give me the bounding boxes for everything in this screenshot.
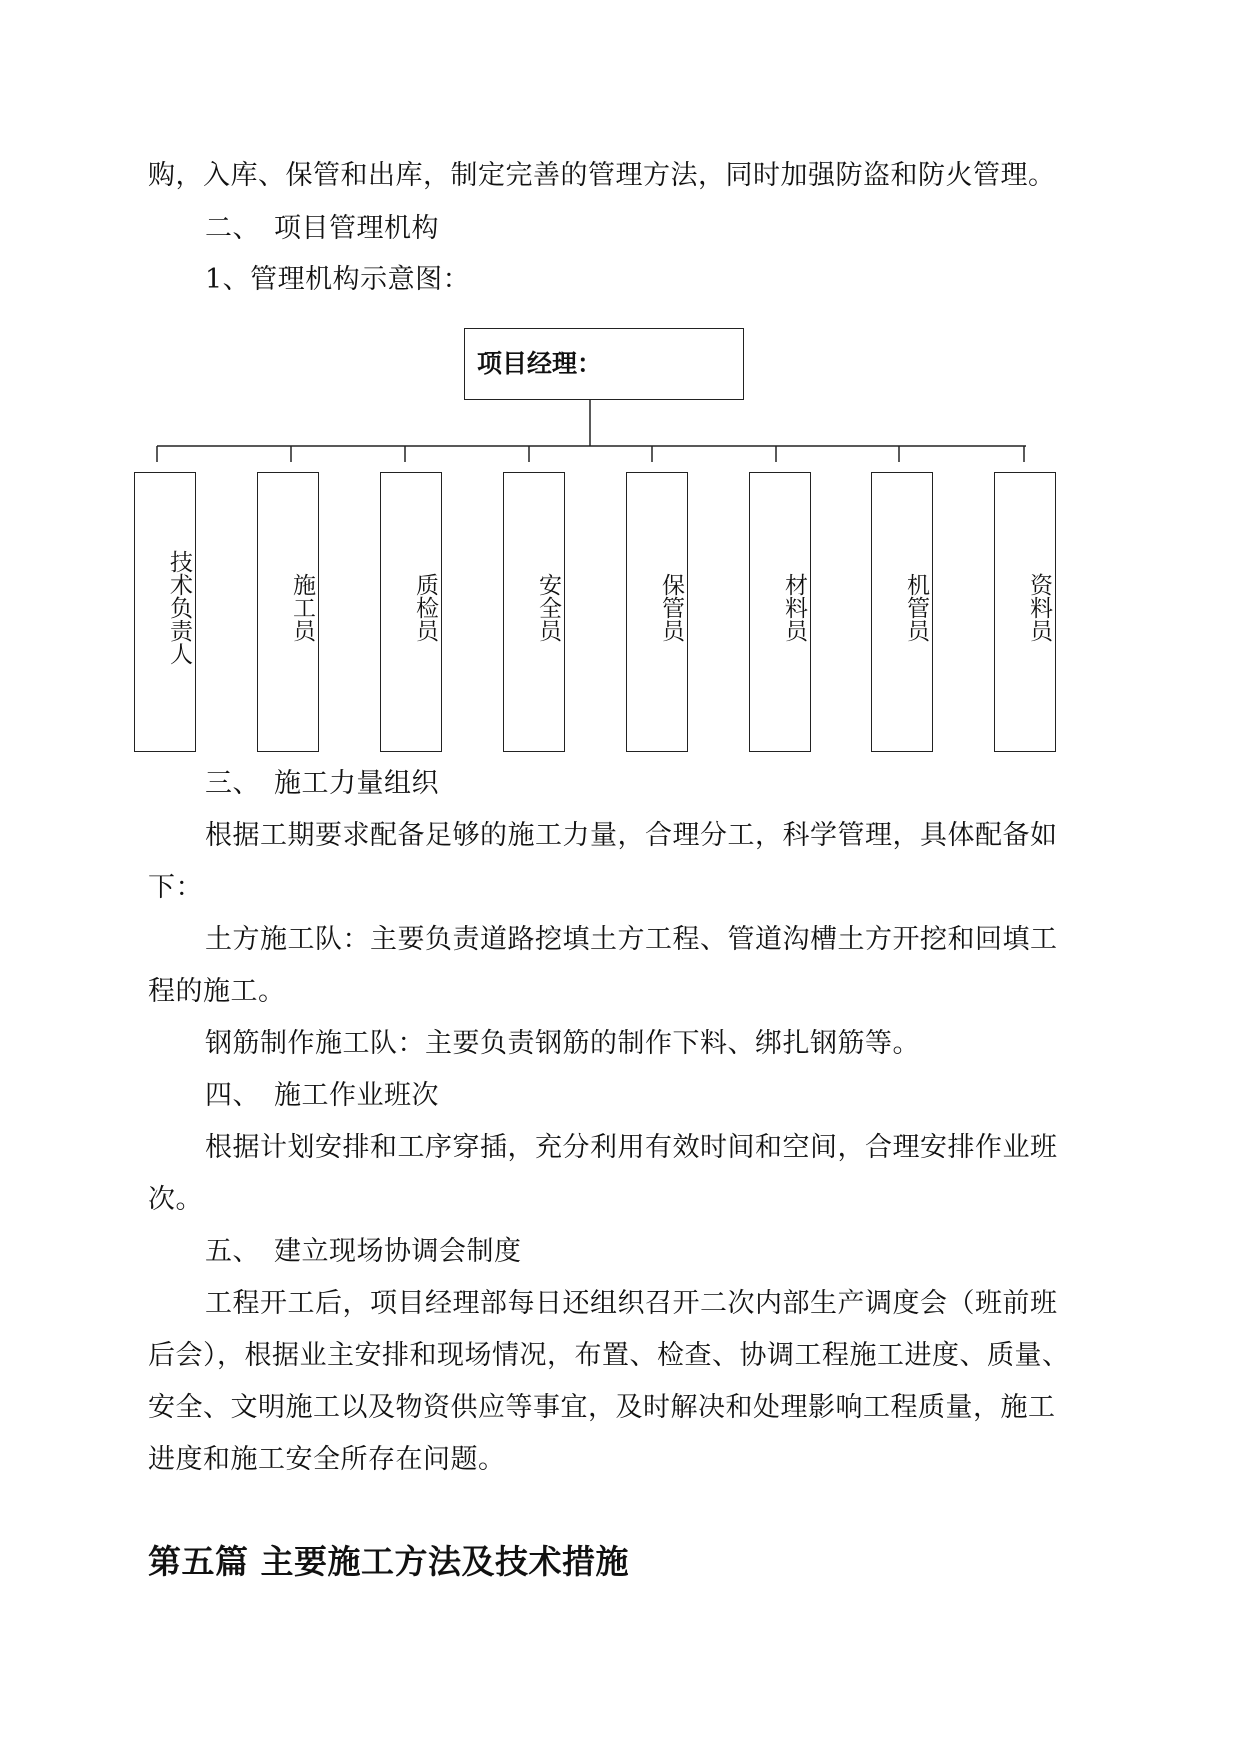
body-line: 程的施工。	[148, 976, 286, 1007]
org-child-box	[871, 472, 933, 752]
section-heading-4: 四、 施工作业班次	[205, 1080, 439, 1111]
org-child-label: 材料员	[781, 572, 807, 642]
body-line: 下：	[148, 872, 203, 903]
section-heading-2: 二、 项目管理机构	[205, 213, 439, 244]
body-line: 土方施工队：主要负责道路挖填土方工程、管道沟槽土方开挖和回填工	[205, 924, 1058, 955]
body-line: 进度和施工安全所存在问题。	[148, 1444, 506, 1475]
org-child-box	[626, 472, 688, 752]
org-child-box	[380, 472, 442, 752]
section-heading-5: 五、 建立现场协调会制度	[205, 1236, 522, 1267]
body-line: 工程开工后，项目经理部每日还组织召开二次内部生产调度会（班前班	[205, 1288, 1058, 1319]
org-child-label: 机管员	[903, 572, 929, 642]
org-child-box	[749, 472, 811, 752]
org-child-label: 安全员	[535, 572, 561, 642]
org-child-box	[134, 472, 196, 752]
body-line: 根据工期要求配备足够的施工力量，合理分工，科学管理，具体配备如	[205, 820, 1058, 851]
body-line: 根据计划安排和工序穿插，充分利用有效时间和空间，合理安排作业班	[205, 1132, 1058, 1163]
org-child-label: 质检员	[412, 572, 438, 642]
body-line: 次。	[148, 1184, 203, 1215]
chapter-heading: 第五篇 主要施工方法及技术措施	[148, 1542, 629, 1581]
body-line: 安全、文明施工以及物资供应等事宜，及时解决和处理影响工程质量，施工	[148, 1392, 1056, 1423]
org-root-label: 项目经理：	[477, 349, 603, 378]
body-line: 后会），根据业主安排和现场情况，布置、检查、协调工程施工进度、质量、	[148, 1340, 1070, 1371]
org-child-label: 施工员	[289, 572, 315, 642]
org-child-box	[503, 472, 565, 752]
section-heading-3: 三、 施工力量组织	[205, 768, 439, 799]
org-child-label: 资料员	[1026, 572, 1052, 642]
org-child-box	[257, 472, 319, 752]
body-line: 钢筋制作施工队：主要负责钢筋的制作下料、绑扎钢筋等。	[205, 1028, 920, 1059]
org-child-label: 技术负责人	[166, 549, 192, 665]
paragraph-continuation: 购，入库、保管和出库，制定完善的管理方法，同时加强防盗和防火管理。	[148, 160, 1056, 191]
org-child-label: 保管员	[658, 572, 684, 642]
org-child-box	[994, 472, 1056, 752]
subheading-org-chart: 1、管理机构示意图：	[205, 264, 471, 295]
